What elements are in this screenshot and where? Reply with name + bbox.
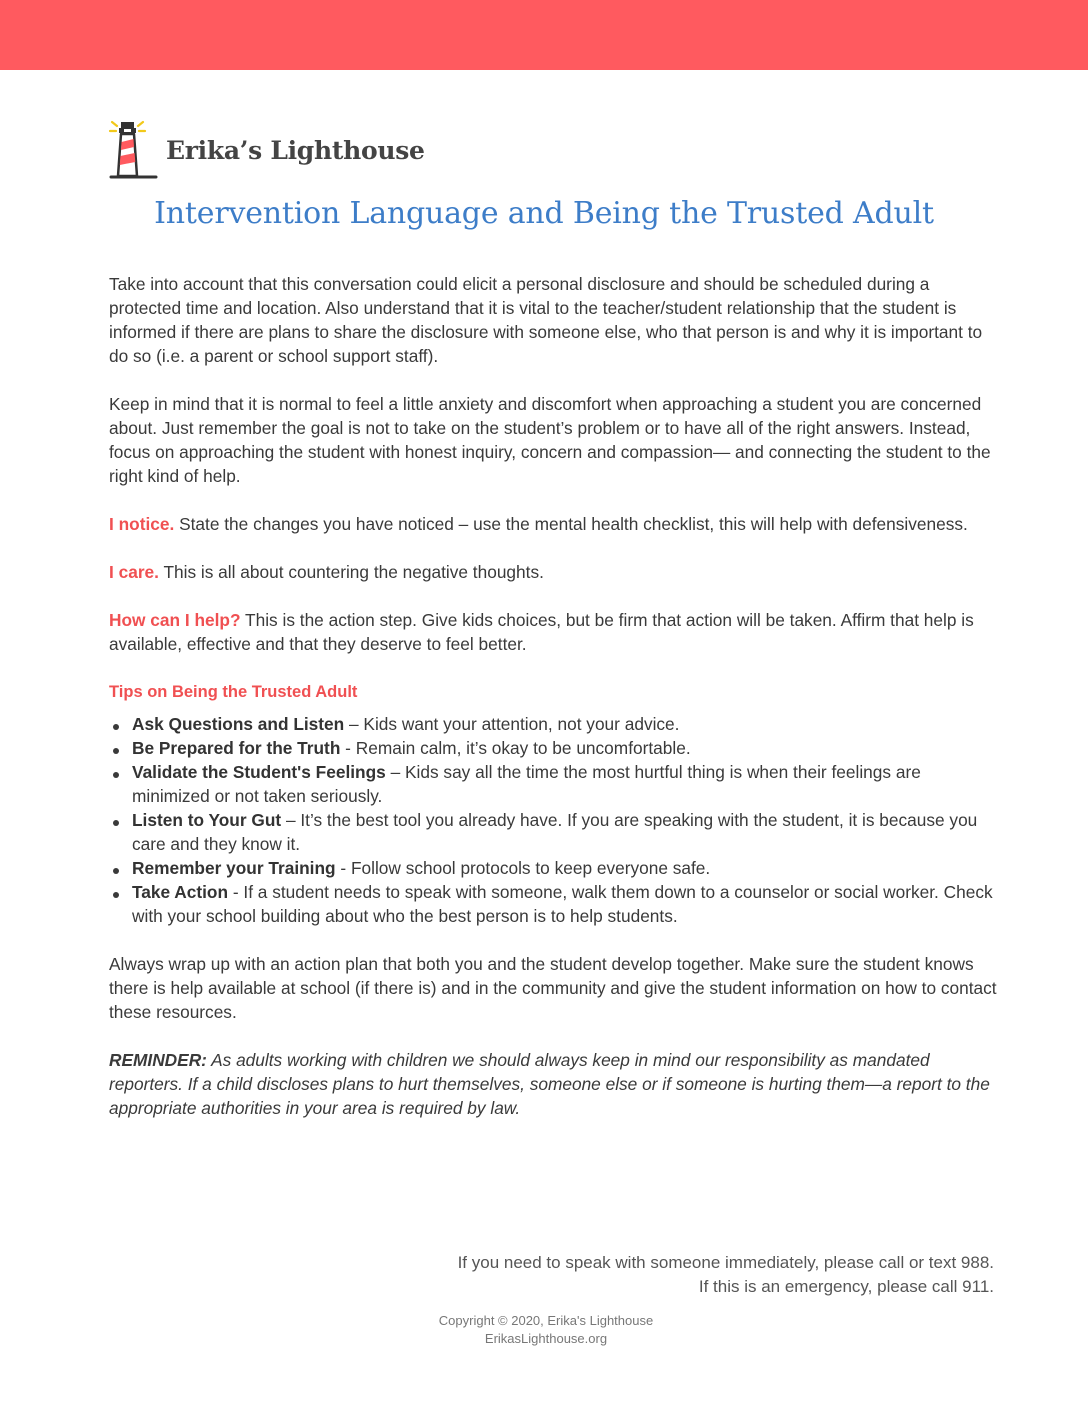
step-label: How can I help? [109, 610, 241, 630]
tip-text: – Kids say all the time the most hurtful thing is when their feelings are minimized or not taken seriously. [132, 762, 921, 806]
tip-title: Take Action [132, 882, 229, 902]
step-text: State the changes you have noticed – use the mental health checklist, this will help with defensiveness. [174, 514, 968, 534]
intro-paragraph: Keep in mind that it is normal to feel a little anxiety and discomfort when approaching a student you are concerned about. Just remember the goal is not to take on the student’s problem or to have all of the right answers. Instead, focus on approaching the student with honest inquiry, concern and compassion— and connecting the student to the right kind of help. [109, 394, 991, 486]
footer [346, 1312, 746, 1348]
step-label: I care. [109, 562, 159, 582]
intro-paragraph: Take into account that this conversation could elicit a personal disclosure and should be scheduled during a protected time and location. Also understand that it is vital to the teacher/student relationship that the student is informed if there are plans to share the disclosure with someone else, who that person is and why it is important to do so (i.e. a parent or school support staff). [109, 274, 983, 366]
bullet-icon [113, 724, 119, 730]
page-title: Intervention Language and Being the Trusted Adult [154, 196, 934, 231]
tips-list [109, 712, 999, 928]
step-paragraph [109, 608, 999, 656]
tip-text: – Kids want your attention, not your advice. [344, 714, 680, 734]
help-lines [458, 1251, 994, 1299]
list-item [109, 880, 999, 928]
bullet-icon [113, 748, 119, 754]
tip-title: Listen to Your Gut [132, 810, 282, 830]
step-paragraph [109, 512, 999, 536]
list-item [109, 856, 999, 880]
document-body [109, 272, 999, 1144]
list-item [109, 808, 999, 856]
bullet-icon [113, 820, 119, 826]
step-label: I notice. [109, 514, 175, 534]
reminder-text: As adults working with children we should always keep in mind our responsibility as mandated reporters. If a child discloses plans to hurt themselves, someone else or if someone is hurting them—a report to the appropriate authorities in your area is required by law. [109, 1050, 990, 1118]
list-item [109, 760, 999, 808]
copyright-text: Copyright © 2020, Erika's Lighthouse [438, 1313, 654, 1328]
website-text: ErikasLighthouse.org [484, 1331, 608, 1346]
bullet-icon [113, 772, 119, 778]
tip-text: - Follow school protocols to keep everyone safe. [335, 858, 711, 878]
list-item [109, 736, 999, 760]
tip-text: – It’s the best tool you already have. If you are speaking with the student, it is because you care and they know it. [132, 810, 978, 854]
reminder-label: REMINDER: [109, 1050, 207, 1070]
brand-name: Erika’s Lighthouse [166, 135, 425, 165]
tips-heading: Tips on Being the Trusted Adult [109, 683, 358, 701]
step-text: This is all about countering the negative thoughts. [158, 562, 544, 582]
tip-title: Remember your Training [132, 858, 336, 878]
brand-logo [108, 118, 425, 182]
step-paragraph [109, 560, 999, 584]
list-item [109, 712, 999, 736]
reminder-paragraph [109, 1048, 999, 1120]
bullet-icon [113, 868, 119, 874]
tip-text: - If a student needs to speak with someone, walk them down to a counselor or social worker. Check with your school building about who the best person is to help students. [132, 882, 993, 926]
crisis-line-text: If you need to speak with someone immediately, please call or text 988. [457, 1253, 994, 1272]
lighthouse-icon [108, 118, 158, 182]
tip-text: - Remain calm, it’s okay to be uncomfortable. [340, 738, 691, 758]
tip-title: Validate the Student's Feelings [132, 762, 386, 782]
header-accent-bar [0, 0, 1088, 70]
step-text: This is the action step. Give kids choices, but be firm that action will be taken. Affirm that help is available, effective and that they deserve to feel better. [109, 610, 974, 654]
bullet-icon [113, 892, 119, 898]
tip-title: Ask Questions and Listen [132, 714, 345, 734]
tip-title: Be Prepared for the Truth [132, 738, 341, 758]
closing-paragraph: Always wrap up with an action plan that both you and the student develop together. Make sure the student knows there is help available at school (if there is) and in the community and give the student information on how to contact these resources. [109, 954, 997, 1022]
emergency-line-text: If this is an emergency, please call 911. [698, 1277, 994, 1296]
